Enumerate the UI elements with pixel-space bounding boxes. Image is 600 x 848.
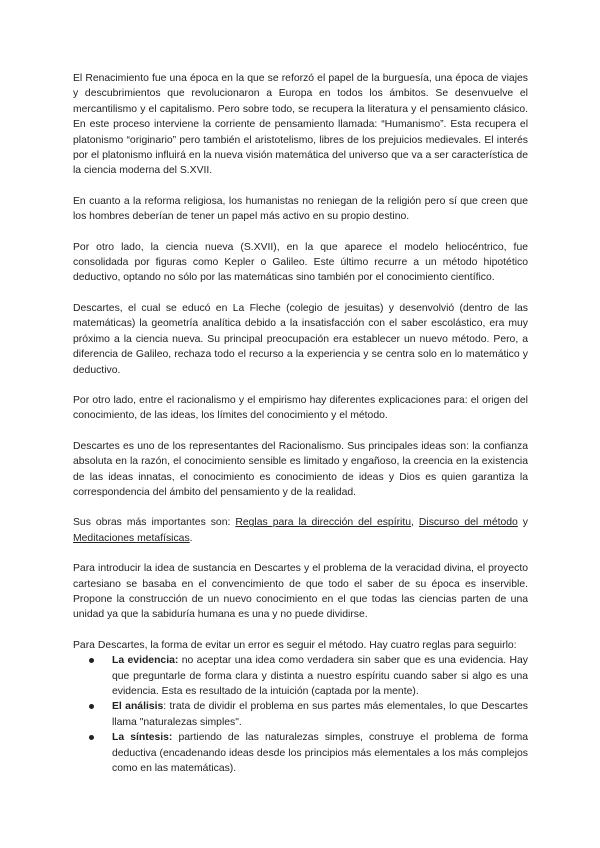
- paragraph-racionalismo-empirismo: Por otro lado, entre el racionalismo y el empirismo hay diferentes explicaciones para: el origen del conocimiento, de las ideas, los límites del conocimiento y el método.: [73, 394, 528, 422]
- list-item: [73, 699, 528, 730]
- work-title-discurso[interactable]: Discurso del método: [418, 517, 518, 529]
- paragraph-descartes-educacion: Descartes, el cual se educó en La Fleche (colegio de jesuitas) y desenvolvió (dentro de las matemáticas) la geometría analítica debido a la insatisfacción con el saber escolástico, era muy próximo a la ciencia nueva. Su principal preocupación era establecer un nuevo método. Pero, a diferencia de Galileo, rechaza todo el recurso a la experiencia y se centra solo en lo matemático y deductivo.: [73, 302, 528, 376]
- paragraph-ideas-racionalismo: Descartes es uno de los representantes del Racionalismo. Sus principales ideas son: la confianza absoluta en la razón, el conocimiento sensible es limitado y engañoso, la creencia en la existencia de las ideas innatas, el conocimiento es conocimiento de ideas y Dios es quien garantiza la correspondencia del ámbito del pensamiento y de la realidad.: [73, 440, 528, 498]
- document-page: [73, 71, 528, 776]
- list-item: [73, 730, 528, 776]
- works-intro: Sus obras más importantes son:: [73, 517, 236, 529]
- rule-text: no aceptar una idea como verdadera sin saber que es una evidencia. Hay que preguntarle de forma clara y distinta a nuestro espíritu cuando saber si algo es una evidencia. Esta es resultado de la intuición (captada por la mente).: [112, 655, 528, 697]
- rule-term: El análisis: [112, 701, 164, 713]
- work-title-reglas[interactable]: Reglas para la dirección del espíritu: [235, 517, 412, 529]
- works-end: .: [189, 532, 193, 544]
- work-title-meditaciones[interactable]: Meditaciones metafísicas: [73, 532, 190, 544]
- list-item: [73, 653, 528, 699]
- paragraph-reforma-religiosa: En cuanto a la reforma religiosa, los humanistas no reniegan de la religión pero sí que creen que los hombres deberían de tener un papel más activo en su propio destino.: [73, 195, 528, 223]
- works-separator: ,: [411, 517, 419, 529]
- paragraph-renacimiento: El Renacimiento fue una época en la que se reforzó el papel de la burguesía, una época de viajes y descubrimientos que revolucionaron a Europa en todos los ámbitos. Se desenvuelve el mercantilismo y el capitalismo. Pero sobre todo, se recupera la literatura y el pensamiento clásico. En este proceso interviene la corriente de pensamiento llamada: “Humanismo”. Esta recupera el platonismo “originario” pero también el aristotelismo, libres de los prejuicios medievales. El interés por el platonismo influirá en la nueva visión matemática del universo que va a ser característica de la ciencia moderna del S.XVII.: [73, 73, 528, 177]
- rule-term: La síntesis:: [112, 732, 173, 744]
- rule-text: : trata de dividir el problema en sus partes más elementales, lo que Descartes llama "naturalezas simples".: [112, 701, 529, 728]
- paragraph-obras: [73, 515, 528, 546]
- rules-list: [73, 653, 528, 776]
- paragraph-ciencia-nueva: Por otro lado, la ciencia nueva (S.XVII), en la que aparece el modelo heliocéntrico, fue consolidada por figuras como Kepler o Galileo. Este último recurre a un método hipotético deductivo, optando no sólo por las matemáticas sino también por el conocimiento científico.: [73, 241, 528, 284]
- rule-term: La evidencia:: [112, 655, 179, 667]
- paragraph-metodo-intro: Para Descartes, la forma de evitar un error es seguir el método. Hay cuatro reglas para seguirlo:: [73, 639, 517, 651]
- rule-text: partiendo de las naturalezas simples, construye el problema de forma deductiva (encadenando ideas desde los principios más elementales a los más complejos como en las matemáticas).: [112, 732, 528, 775]
- paragraph-sustancia: Para introducir la idea de sustancia en Descartes y el problema de la veracidad divina, el proyecto cartesiano se basaba en el convencimiento de que todo el saber de su época es inservible. Propone la construcción de un nuevo conocimiento en el que todas las ciencias parten de una unidad ya que la sabiduría humana es una y no puede dividirse.: [73, 563, 528, 621]
- works-separator: y: [517, 517, 529, 529]
